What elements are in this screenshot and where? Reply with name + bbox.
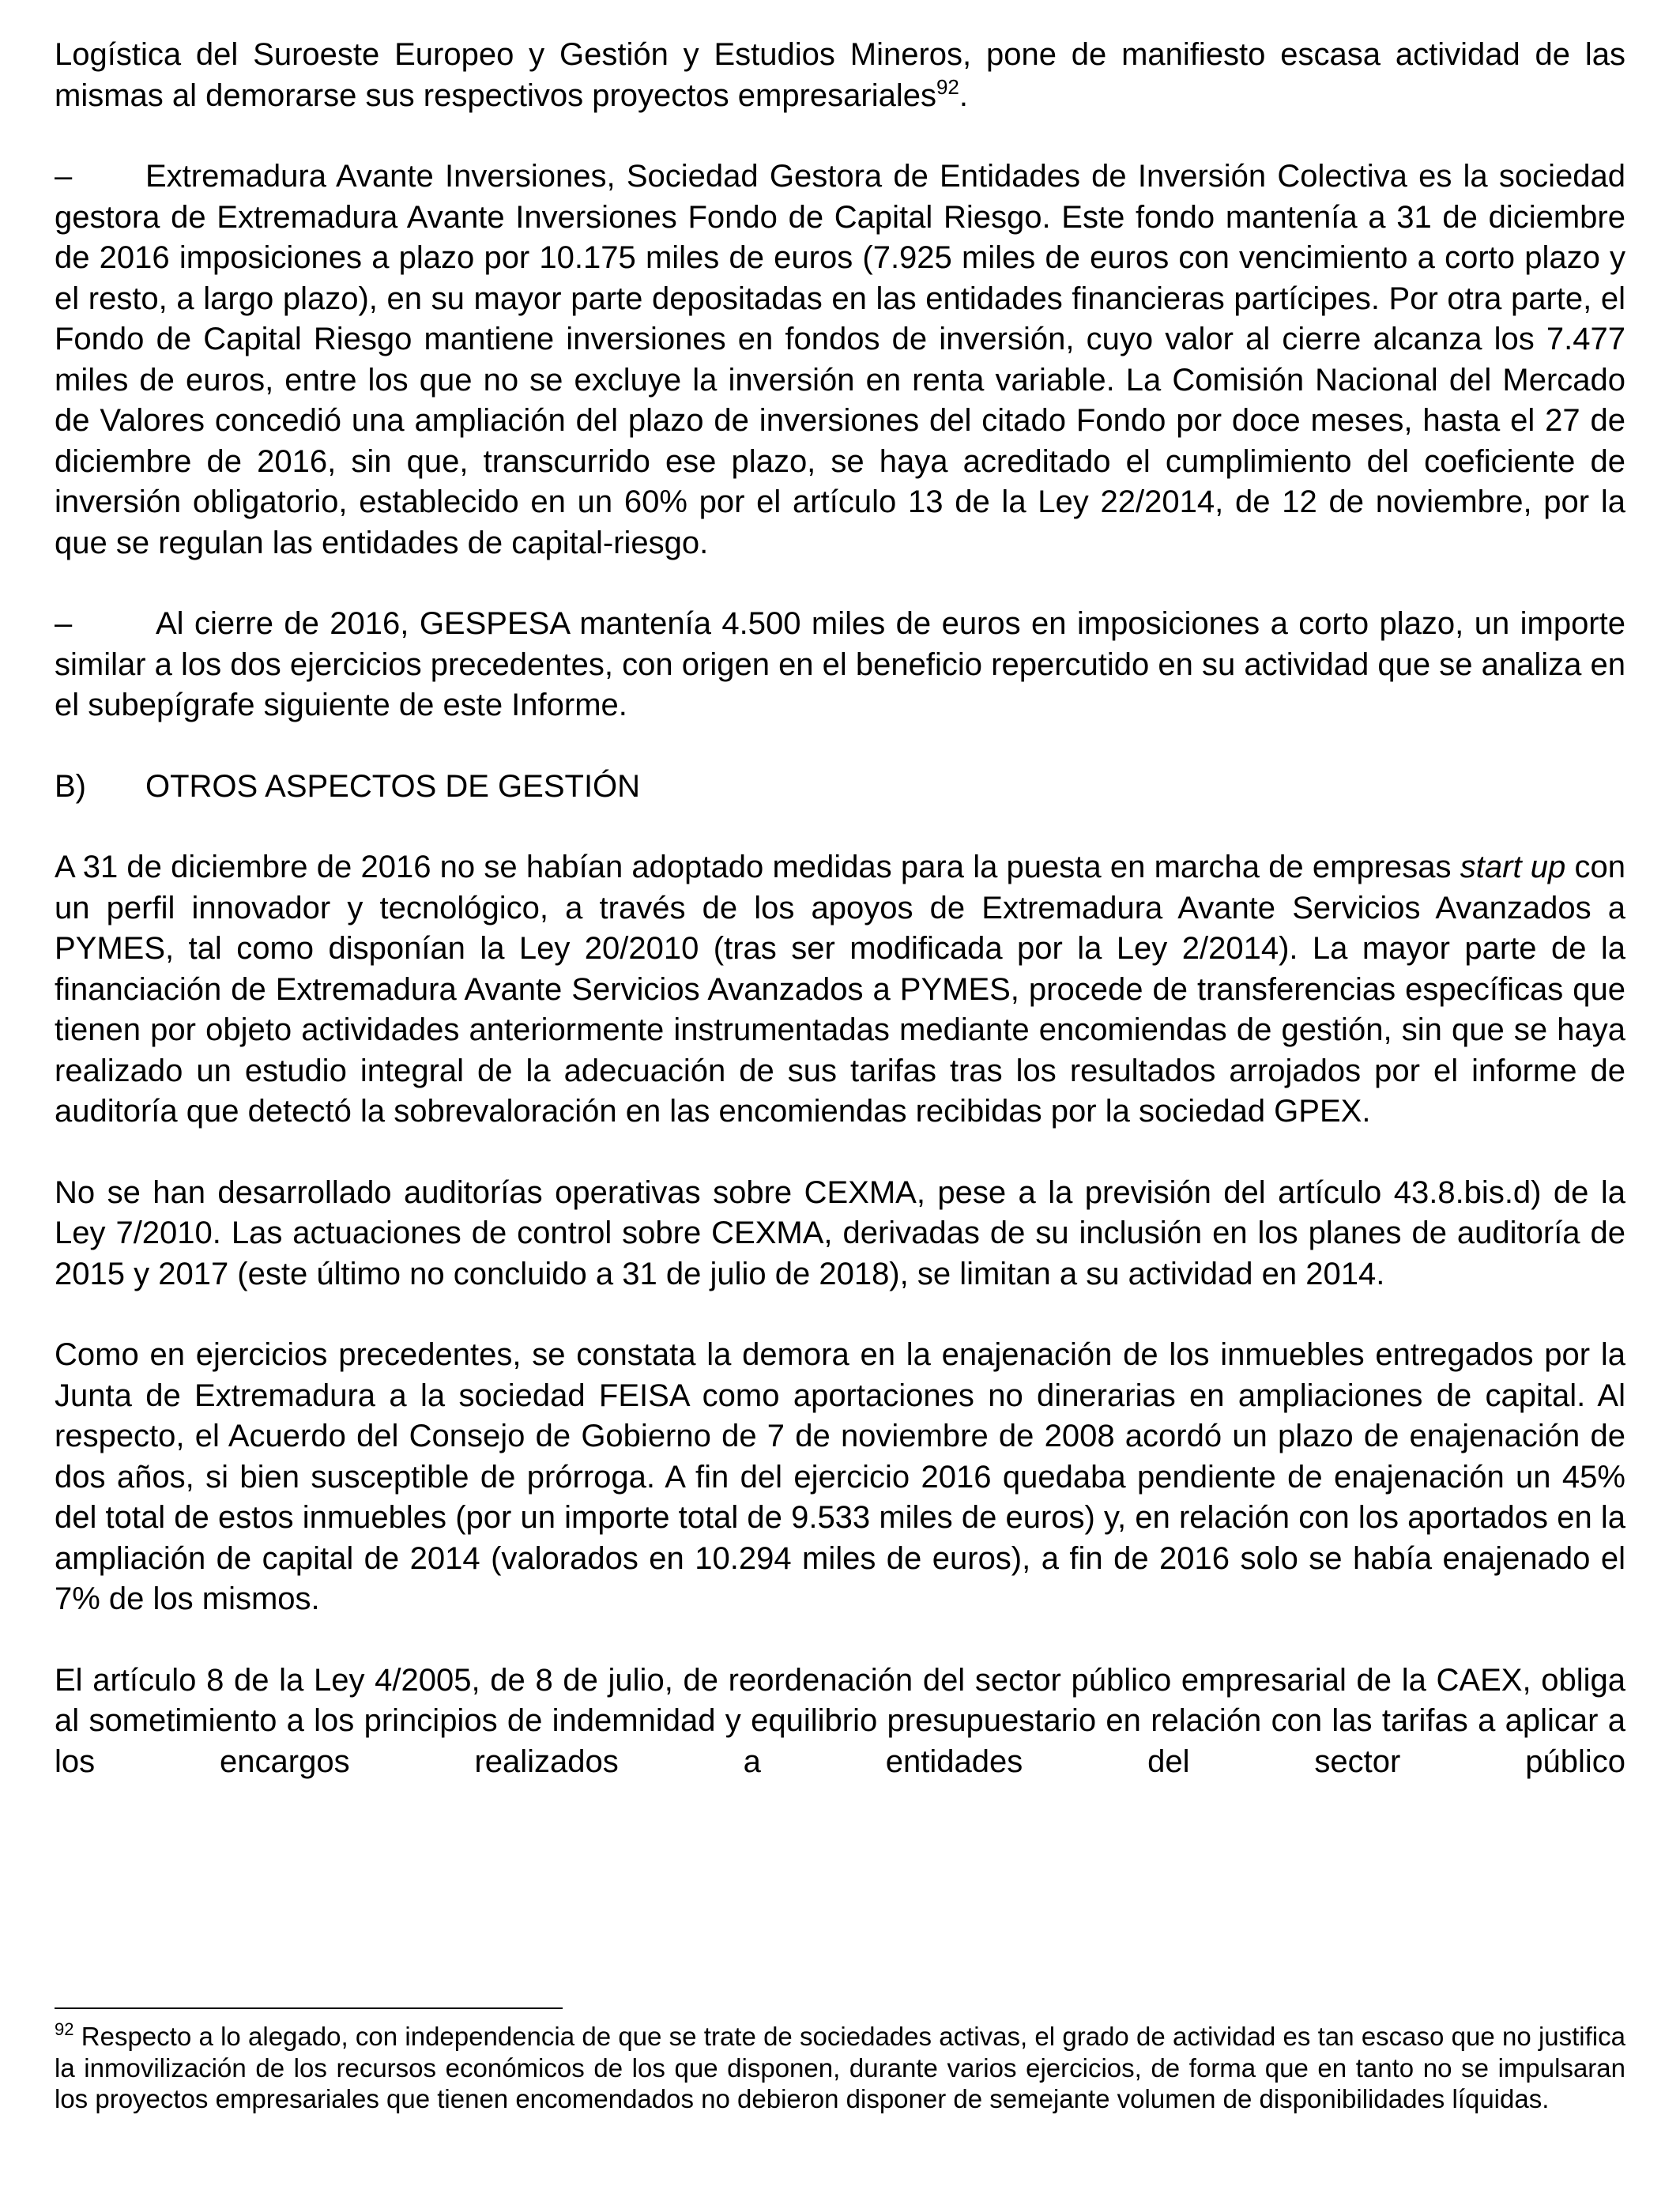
footnote-number: 92 (55, 2019, 74, 2039)
footnote-reference[interactable]: 92 (936, 74, 959, 99)
list-item-avante-inversiones (55, 156, 1625, 564)
paragraph-text: No se han desarrollado auditorías operativas sobre CEXMA, pese a la previsión del artículo 43.8.bis.d) de la Ley 7/2010. Las actuaciones de control sobre CEXMA, derivadas de su inclusión en los planes de auditoría de 2015 y 2017 (este último no concluido a 31 de julio de 2018), se limitan a su actividad en 2014. (55, 1174, 1625, 1291)
list-item-gespesa (55, 604, 1625, 726)
footnote-92 (55, 2021, 1625, 2115)
paragraph-text-part1: A 31 de diciembre de 2016 no se habían adoptado medidas para la puesta en marcha de empresas (55, 850, 1460, 884)
dash-bullet: – (55, 159, 73, 194)
footnote-separator (55, 2007, 563, 2009)
section-title: OTROS ASPECTOS DE GESTIÓN (145, 768, 641, 804)
list-item-text: Extremadura Avante Inversiones, Sociedad Gestora de Entidades de Inversión Colectiva es la sociedad gestora de Extremadura Avante Inversiones Fondo de Capital Riesgo. Este fondo mantenía a 31 de diciembre de 2016 imposiciones a plazo por 10.175 miles de euros (7.925 miles de euros con vencimiento a corto plazo y el resto, a largo plazo), en su mayor parte depositadas en las entidades financieras partícipes. Por otra parte, el Fondo de Capital Riesgo mantiene inversiones en fondos de inversión, cuyo valor al cierre alcanza los 7.477 miles de euros, entre los que no se excluye la inversión en renta variable. La Comisión Nacional del Mercado de Valores concedió una ampliación del plazo de inversiones del citado Fondo por doce meses, hasta el 27 de diciembre de 2016, sin que, transcurrido ese plazo, se haya acreditado el cumplimiento del coeficiente de inversión obligatorio, establecido en un 60% por el artículo 13 de la Ley 22/2014, de 12 de noviembre, por la que se regulan las entidades de capital-riesgo. (55, 159, 1625, 560)
paragraph-text: Logística del Suroeste Europeo y Gestión y Estudios Mineros, pone de manifiesto escasa actividad de las mismas al demorarse sus respectivos proyectos empresariales (55, 37, 1625, 113)
list-item-text: Al cierre de 2016, GESPESA mantenía 4.500 miles de euros en imposiciones a corto plazo, un importe similar a los dos ejercicios precedentes, con origen en el beneficio repercutido en su actividad que se analiza en el subepígrafe siguiente de este Informe. (55, 606, 1625, 722)
section-letter: B) (55, 768, 86, 804)
italic-term: start up (1460, 850, 1566, 884)
paragraph-start-up (55, 847, 1625, 1133)
section-heading (55, 767, 1625, 808)
paragraph-articulo-8 (55, 1661, 1625, 1783)
paragraph-feisa (55, 1335, 1625, 1620)
footnote-text: Respecto a lo alegado, con independencia de que se trate de sociedades activas, el grado de actividad es tan escaso que no justifica la inmovilización de los recursos económicos de los que disponen, durante varios ejercicios, de forma que en tanto no se impulsaran los proyectos empresariales que tienen encomendados no debieron disponer de semejante volumen de disponibilidades líquidas. (55, 2022, 1625, 2113)
dash-bullet: – (55, 606, 73, 641)
document-body (55, 35, 1625, 1823)
paragraph-mineros (55, 35, 1625, 116)
paragraph-text-part2: con un perfil innovador y tecnológico, a través de los apoyos de Extremadura Avante Servicios Avanzados a PYMES, tal como disponían la Ley 20/2010 (tras ser modificada por la Ley 2/2014). La mayor parte de la financiación de Extremadura Avante Servicios Avanzados a PYMES, procede de transferencias específicas que tienen por objeto actividades anteriormente instrumentadas mediante encomiendas de gestión, sin que se haya realizado un estudio integral de la adecuación de sus tarifas tras los resultados arrojados por el informe de auditoría que detectó la sobrevaloración en las encomiendas recibidas por la sociedad GPEX. (55, 850, 1625, 1129)
paragraph-text: Como en ejercicios precedentes, se constata la demora en la enajenación de los inmuebles entregados por la Junta de Extremadura a la sociedad FEISA como aportaciones no dinerarias en ampliaciones de capital. Al respecto, el Acuerdo del Consejo de Gobierno de 7 de noviembre de 2008 acordó un plazo de enajenación de dos años, si bien susceptible de prórroga. A fin del ejercicio 2016 quedaba pendiente de enajenación un 45% del total de estos inmuebles (por un importe total de 9.533 miles de euros) y, en relación con los aportados en la ampliación de capital de 2014 (valorados en 10.294 miles de euros), a fin de 2016 solo se había enajenado el 7% de los mismos. (55, 1337, 1625, 1616)
paragraph-text: El artículo 8 de la Ley 4/2005, de 8 de julio, de reordenación del sector público empresarial de la CAEX, obliga al sometimiento a los principios de indemnidad y equilibrio presupuestario en relación con las tarifas a aplicar a los encargos realizados a entidades del sector público (55, 1662, 1625, 1779)
paragraph-end: . (959, 77, 969, 113)
paragraph-cexma (55, 1173, 1625, 1295)
